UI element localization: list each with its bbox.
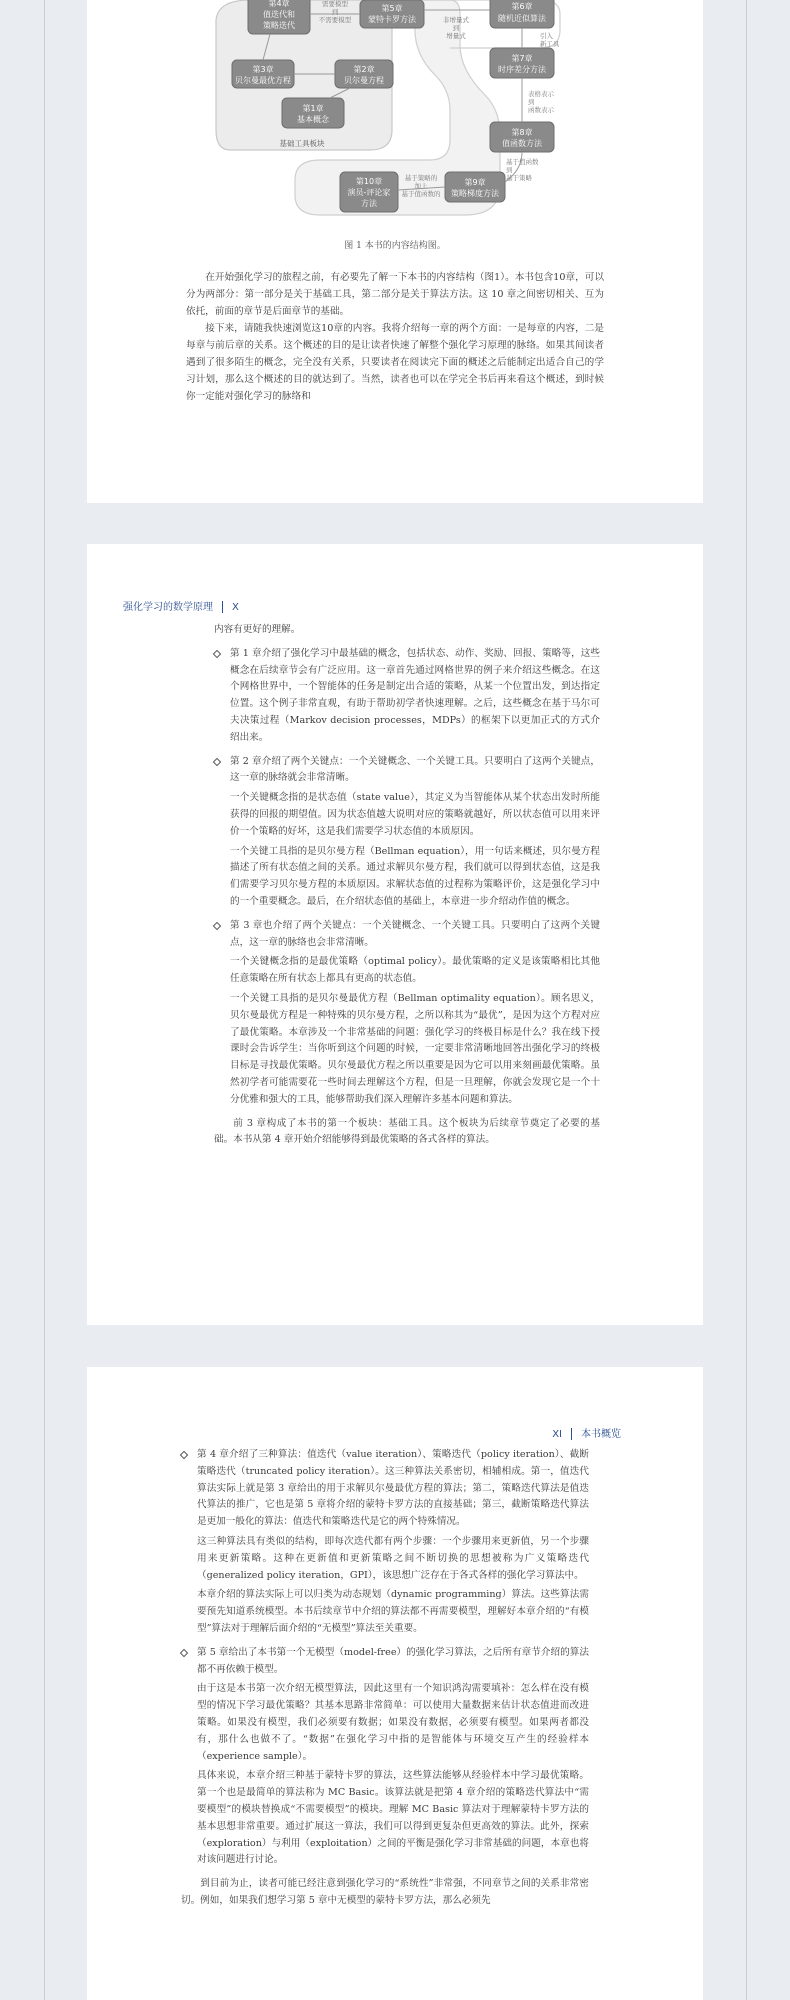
edge-label-78-line1: 表格表示 <box>528 90 554 98</box>
node-ch10-line2: 演员-评论家 <box>347 188 391 197</box>
bullet-subparagraph: 一个关键概念指的是状态值（state value），其定义为当智能体从某个状态出发时所能获得的回报的期望值。因为状态值越大说明对应的策略就越好，所以状态值可以用来评价一个策略的好坏，这是我们需要学习状态值的本质原因。 <box>230 792 600 837</box>
diamond-bullet-icon <box>213 757 221 765</box>
diamond-bullet-icon <box>213 650 221 658</box>
foundation-block-label: 基础工具板块 <box>279 139 325 148</box>
paragraph: 接下来，请随我快速浏览这10章的内容。我将介绍每一章的两个方面：一是每章的内容，二是每章与前后章的关系。这个概述的目的是让读者快速了解整个强化学习原理的脉络。如果其间读者遇到了很多陌生的概念，完全没有关系，只要读者在阅读完下面的概述之后能制定出适合自己的学习计划，那么这个概述的目的就达到了。当然，读者也可以在学完全书后再来看这个概述，到时候你一定能对强化学习的脉络和 <box>186 323 604 402</box>
bullet-text: 第 2 章介绍了两个关键点：一个关键概念、一个关键工具。只要明白了这两个关键点，这一章的脉络就会非常清晰。 <box>230 755 600 784</box>
bullet-subparagraph: 本章介绍的算法实际上可以归类为动态规划（dynamic programming）算法。这些算法需要预先知道系统模型。本书后续章节中介绍的算法都不再需要模型，理解好本章介绍的“有模型”算法对于理解后面介绍的“无模型”算法至关重要。 <box>197 1589 589 1634</box>
node-ch9 <box>445 172 505 202</box>
bullet-chapter-2 <box>214 754 600 911</box>
page-number: XI <box>552 1429 562 1440</box>
node-ch9-line1: 第9章 <box>464 178 486 187</box>
bullet-subparagraph: 一个关键概念指的是最优策略（optimal policy）。最优策略的定义是该策略相比其他任意策略在所有状态上都具有更高的状态值。 <box>230 956 600 985</box>
bullet-subparagraph: 具体来说，本章介绍三种基于蒙特卡罗的算法，这些算法能够从经验样本中学习最优策略。第一个也是最简单的算法称为 MC Basic。该算法就是把第 4 章介绍的策略迭代算法中“需要模型”的模块替换成“不需要模型”的模块。理解 MC Basic 算法对于理解蒙特卡罗方法的基本思想非常重要。通过扩展这一算法，我们可以得到更复杂但更高效的算法。此外，探索（exploration）与利用（exploitation）之间的平衡是强化学习非常基础的问题，本章也将对该问题进行讨论。 <box>197 1770 589 1866</box>
node-ch8 <box>490 122 554 152</box>
head-divider <box>222 601 223 613</box>
running-head <box>552 1425 621 1440</box>
closing-paragraph: 到目前为止，读者可能已经注意到强化学习的“系统性”非常强，不同章节之间的关系非常密切。例如，如果我们想学习第 5 章中无模型的蒙特卡罗方法，那么必须先 <box>181 1878 589 1906</box>
node-ch1-line2: 基本概念 <box>297 115 329 124</box>
paragraph: 在开始强化学习的旅程之前，有必要先了解一下本书的内容结构（图1）。本书包含10章，可以分为两部分：第一部分是关于基础工具，第二部分是关于算法方法。这 10 章之间密切相关、互为依托，前面的章节是后面章节的基础。 <box>186 272 604 317</box>
edge-label-56-line2: 到 <box>452 24 460 32</box>
bullet-text: 第 3 章也介绍了两个关键点：一个关键概念、一个关键工具。只要明白了这两个关键点，这一章的脉络也会非常清晰。 <box>230 919 600 948</box>
bullet-subparagraph: 一个关键工具指的是贝尔曼最优方程（Bellman optimality equation）。顾名思义，贝尔曼最优方程是一种特殊的贝尔曼方程，之所以称其为“最优”，是因为这个方程对应了最优策略。本章涉及一个非常基础的问题：强化学习的终极目标是什么？我在线下授课时会告诉学生：当你听到这个问题的时候，一定要非常清晰地回答出强化学习的终极目标是寻找最优策略。贝尔曼最优方程之所以重要是因为它可以用来刻画最优策略。虽然初学者可能需要花一些时间去理解这个方程，但是一旦理解，你就会发现它是一个十分优雅和强大的工具，能够帮助我们深入理解许多基本问题和算法。 <box>230 992 600 1105</box>
edge-label-78-line3: 函数表示 <box>528 106 554 114</box>
bullet-text: 第 4 章介绍了三种算法：值迭代（value iteration）、策略迭代（policy iteration）、截断策略迭代（truncated policy iteration）。这三种算法关系密切，相辅相成。第一，值迭代算法实际上就是第 3 章给出的用于求解贝尔曼最优方程的算法；第二，策略迭代算法是值迭代算法的推广，它也是第 5 章将介绍的蒙特卡罗方法的直接基础；第三，截断策略迭代算法是更加一般化的算法：值迭代和策略迭代是它的两个特殊情况。 <box>197 1449 589 1528</box>
node-ch6-line1: 第6章 <box>511 2 533 11</box>
node-ch7-line2: 时序差分方法 <box>498 65 546 74</box>
content-structure-diagram <box>210 0 580 225</box>
bullet-chapter-5 <box>181 1645 589 1869</box>
node-ch6-line2: 随机近似算法 <box>498 14 546 23</box>
book-title: 强化学习的数学原理 <box>123 602 213 613</box>
node-ch4-line2: 值迭代和 <box>263 10 295 19</box>
node-ch8-line1: 第8章 <box>511 128 533 137</box>
page2-body <box>214 622 600 1150</box>
node-ch4-line3: 策略迭代 <box>263 21 295 30</box>
edge-label-89-line1: 基于值函数 <box>506 158 539 166</box>
node-ch2-line2: 贝尔曼方程 <box>344 76 384 85</box>
edge-label-45-line3: 不需要模型 <box>318 16 352 24</box>
figure-caption: 图 1 本书的内容结构图。 <box>344 241 446 251</box>
edge-label-78-line2: 到 <box>528 98 535 106</box>
bullet-subparagraph: 由于这是本书第一次介绍无模型算法，因此这里有一个知识鸿沟需要填补：怎么样在没有模型的情况下学习最优策略？其基本思路非常简单：可以使用大量数据来估计状态值进而改进策略。如果没有模型，我们必须要有数据；如果没有数据，必须要有模型。如果两者都没有，那什么也做不了。“数据”在强化学习中指的是智能体与环境交互产生的经验样本（experience sample）。 <box>197 1683 589 1762</box>
node-ch5 <box>360 0 424 28</box>
bullet-chapter-1 <box>214 646 600 747</box>
node-ch6 <box>490 0 554 28</box>
node-ch10-line1: 第10章 <box>355 177 383 186</box>
node-ch1-line1: 第1章 <box>302 104 324 113</box>
node-ch3-line1: 第3章 <box>252 65 274 74</box>
edge-label-67-line1: 引入 <box>540 32 553 40</box>
edge-label-56-line1: 非增量式 <box>443 16 469 24</box>
left-frame-line <box>44 0 45 2000</box>
edge-label-45-line1: 需要模型 <box>322 0 348 8</box>
edge-label-45-line2: 到 <box>331 8 339 16</box>
node-ch10 <box>340 172 398 212</box>
bullet-subparagraph: 这三种算法具有类似的结构，即每次迭代都有两个步骤：一个步骤用来更新值，另一个步骤用来更新策略。这种在更新值和更新策略之间不断切换的思想被称为广义策略迭代（generalized policy iteration，GPI），该思想广泛存在于各式各样的强化学习算法中。 <box>197 1535 589 1581</box>
book-page-3 <box>87 1367 703 2000</box>
bullet-subparagraph: 一个关键工具指的是贝尔曼方程（Bellman equation），用一句话来概述，贝尔曼方程描述了所有状态值之间的关系。通过求解贝尔曼方程，我们就可以得到状态值，这是我们需要学习贝尔曼方程的本质原因。求解状态值的过程称为策略评价，这是强化学习中的一个重要概念。最后，在介绍状态值的基础上，本章进一步介绍动作值的概念。 <box>230 845 600 907</box>
section-title: 本书概览 <box>581 1429 621 1440</box>
bullet-text: 第 1 章介绍了强化学习中最基础的概念，包括状态、动作、奖励、回报、策略等，这些概念在后续章节会有广泛应用。这一章首先通过网格世界的例子来介绍这些概念。在这个网格世界中，一个智能体的任务是制定出合适的策略，从某一个位置出发，到达指定位置。这个例子非常直观，有助于帮助初学者快速理解。之后，这些概念在基于马尔可夫决策过程（Markov decision processes，MDPs）的框架下以更加正式的方式介绍出来。 <box>230 647 600 743</box>
page3-body <box>181 1447 589 1911</box>
node-ch2 <box>335 60 393 88</box>
edge-label-67-line2: 新工具 <box>540 40 560 48</box>
book-page-1 <box>87 0 703 503</box>
bullet-chapter-4 <box>181 1447 589 1638</box>
diamond-bullet-icon <box>213 922 221 930</box>
node-ch2-line1: 第2章 <box>353 65 375 74</box>
edge-label-89-line3: 基于策略 <box>506 174 532 182</box>
edge-label-56-line3: 增量式 <box>446 32 466 40</box>
node-ch10-line3: 方法 <box>361 199 377 208</box>
closing-paragraph: 前 3 章构成了本书的第一个板块：基础工具。这个板块为后续章节奠定了必要的基础。本书从第 4 章开始介绍能够得到最优策略的各式各样的算法。 <box>214 1117 600 1146</box>
edge-label-910-line2: 加上 <box>414 182 428 190</box>
diamond-bullet-icon <box>180 1649 188 1657</box>
head-divider <box>571 1428 572 1440</box>
node-ch4-line1: 第4章 <box>268 0 290 8</box>
node-ch1 <box>282 98 344 128</box>
running-head <box>123 598 239 613</box>
right-frame-line <box>746 0 747 2000</box>
book-page-2 <box>87 544 703 1325</box>
lead-line: 内容有更好的理解。 <box>214 624 301 635</box>
diamond-bullet-icon <box>180 1451 188 1459</box>
edge-label-910-line3: 基于值函数的 <box>401 190 441 198</box>
node-ch3-line2: 贝尔曼最优方程 <box>235 76 291 85</box>
edge-label-910-line1: 基于策略的 <box>404 174 438 182</box>
node-ch3 <box>232 60 294 88</box>
bullet-chapter-3 <box>214 918 600 1109</box>
page1-body <box>186 270 604 406</box>
page-number: X <box>232 602 239 613</box>
node-ch7-line1: 第7章 <box>511 54 533 63</box>
node-ch5-line1: 第5章 <box>381 4 403 13</box>
edge-label-89-line2: 到 <box>506 166 513 174</box>
bullet-text: 第 5 章给出了本书第一个无模型（model-free）的强化学习算法，之后所有章节介绍的算法都不再依赖于模型。 <box>197 1646 589 1675</box>
node-ch4 <box>248 0 310 34</box>
node-ch9-line2: 策略梯度方法 <box>451 189 499 198</box>
node-ch8-line2: 值函数方法 <box>502 139 542 148</box>
node-ch5-line2: 蒙特卡罗方法 <box>368 15 416 24</box>
node-ch7 <box>490 48 554 78</box>
